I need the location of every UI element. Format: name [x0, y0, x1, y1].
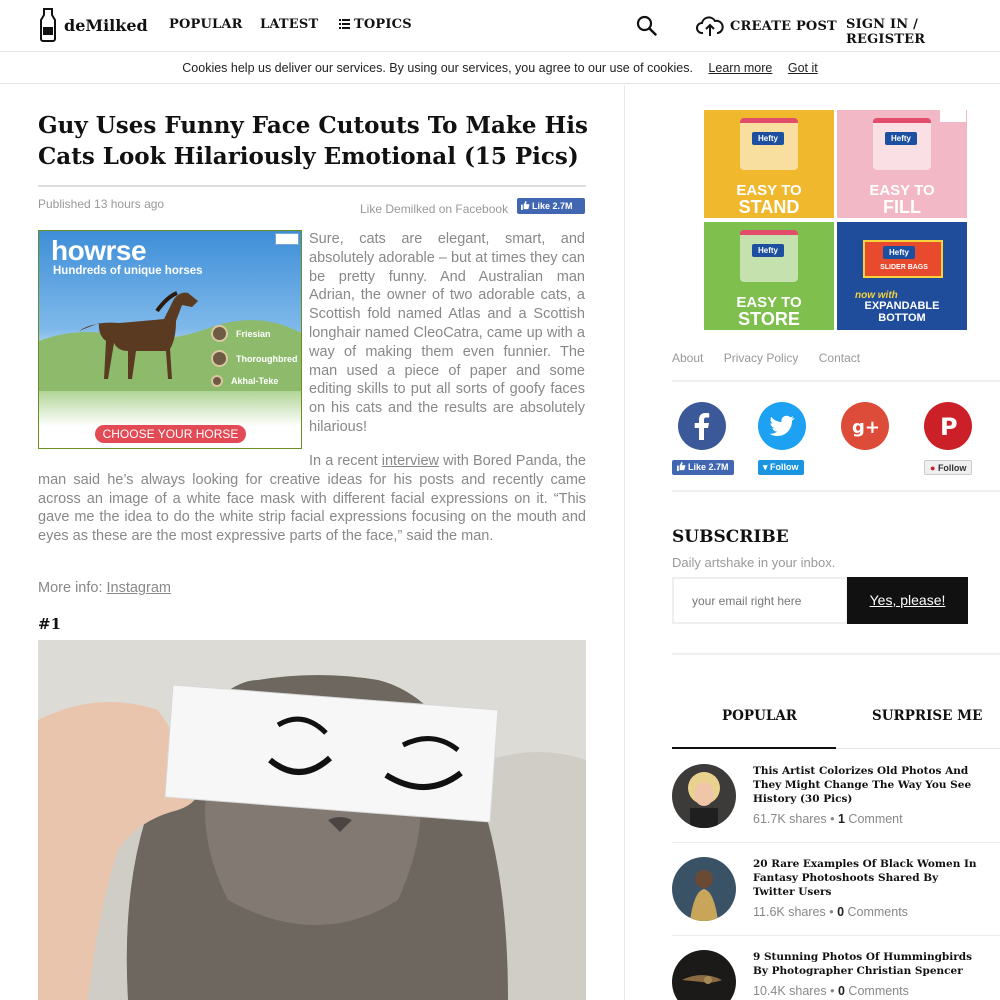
logo-text: deMilked [64, 15, 148, 35]
svg-text:g+: g+ [852, 417, 880, 438]
like-facebook-text: Like Demilked on Facebook [360, 202, 509, 216]
pinterest-follow-button[interactable] [924, 460, 972, 475]
create-post-label: CREATE POST [730, 18, 837, 34]
ad-label-line1: now with [855, 290, 898, 301]
post-comments-count: 1 [838, 812, 845, 826]
meta-separator: • [825, 905, 838, 919]
list-icon [339, 19, 350, 29]
meta-separator: • [826, 984, 838, 998]
ad-label-line2: FILL [883, 197, 921, 217]
post-meta [753, 812, 903, 826]
pinterest-follow-label: Follow [937, 463, 967, 473]
ad-brand-label: Hefty [752, 132, 784, 145]
facebook-like-sidebar-label: Like 2.7M [688, 462, 729, 472]
svg-text:P: P [940, 413, 958, 441]
pinterest-small-icon: ● [930, 463, 938, 473]
twitter-bird-icon: ▾ [763, 462, 771, 472]
ad-label-line2: STAND [738, 197, 800, 217]
about-link[interactable]: About [672, 351, 704, 365]
ad-brand-label: Hefty [883, 246, 915, 259]
pinterest-icon[interactable] [924, 402, 972, 450]
ad-brand: howrse [51, 235, 147, 266]
post-shares: 11.6K shares [753, 905, 826, 919]
ad-tile-stand [704, 110, 834, 218]
cat-photo-illustration [38, 640, 586, 1000]
cat-photo[interactable] [38, 640, 586, 1000]
subscribe-button[interactable]: Yes, please! [847, 577, 968, 624]
milk-bottle-icon [38, 7, 58, 43]
post-shares: 61.7K shares [753, 812, 827, 826]
adchoices-icon[interactable] [940, 110, 966, 122]
post-title[interactable]: This Artist Colorizes Old Photos And They Might Change The Way You See History (30 Pics) [753, 765, 972, 805]
intro-paragraph: Sure, cats are elegant, smart, and absolutely adorable – but at times they can be pretty funny. And Australian man Adrian, the owner of two adorable cats, a Scottish fold named Atlas and a Scottish longhair named CleoCatra, came up with a way of making them even funnier. The man used a piece of paper and some editing skills to put all sorts of goofy faces on his cats and the results are absolutely hilarious! [309, 231, 585, 435]
twitter-icon[interactable] [758, 402, 806, 450]
ad-tile-fill [837, 110, 967, 218]
horse-ad[interactable] [38, 230, 302, 449]
tab-popular[interactable]: POPULAR [722, 708, 798, 724]
nav-popular[interactable]: POPULAR [169, 17, 243, 32]
choose-horse-button[interactable]: CHOOSE YOUR HORSE [95, 425, 246, 443]
ad-label-line1: EASY TO [869, 182, 935, 199]
logo[interactable] [38, 6, 148, 44]
instagram-link[interactable]: Instagram [106, 580, 171, 596]
more-info [38, 580, 171, 596]
facebook-like-label: Like 2.7M [532, 201, 573, 211]
sidebar-divider [672, 490, 1000, 492]
ad-label-line2: EXPANDABLE BOTTOM [864, 300, 940, 324]
nav-topics[interactable] [339, 17, 412, 32]
create-post-button[interactable] [695, 14, 837, 38]
ad-label-line1: EASY TO [736, 182, 802, 199]
header [0, 0, 1000, 52]
interview-link[interactable]: interview [381, 453, 439, 469]
cookie-got-it-link[interactable]: Got it [787, 61, 818, 75]
post-thumbnail[interactable] [672, 950, 736, 1000]
list-item[interactable] [672, 950, 982, 1000]
ad-label-line2: STORE [738, 309, 800, 329]
post-meta [753, 984, 909, 998]
footer-links [672, 351, 877, 365]
contact-link[interactable]: Contact [818, 351, 861, 365]
email-input[interactable] [672, 577, 848, 624]
cookie-bar [0, 53, 1000, 84]
ad-tile-expandable [837, 222, 967, 330]
para2-text-before: In a recent [309, 453, 382, 469]
thumbs-up-icon [677, 462, 686, 471]
sidebar-divider [672, 653, 1000, 655]
nav-topics-label: TOPICS [354, 17, 412, 32]
ad-label-line1: EASY TO [736, 294, 802, 311]
cookie-message: Cookies help us deliver our services. By using our services, you agree to our use of cookies. [182, 61, 693, 75]
post-shares: 10.4K shares [753, 984, 827, 998]
ad-option-thoroughbred[interactable] [211, 350, 298, 367]
ad-option-friesian[interactable] [211, 325, 271, 342]
post-comments-label: Comment [844, 812, 903, 826]
post-divider [672, 935, 1000, 936]
article-title: Guy Uses Funny Face Cutouts To Make His Cats Look Hilariously Emotional (15 Pics) [38, 112, 588, 170]
ad-option-akhal-teke[interactable] [211, 375, 278, 387]
subscribe-tagline: Daily artshake in your inbox. [672, 555, 836, 570]
sign-in-link[interactable]: SIGN IN / REGISTER [846, 17, 926, 47]
para2-text-after: with Bored Panda, the man said he’s always looking for creative ideas for his posts and recently came across an image of a white face mask with different facial expressions on it. “This gave me the idea to do the white strip facial expressions focusing on the mouth and eyes as these are the most expressive parts of the face,” said the man. [38, 453, 586, 545]
active-tab-indicator [672, 747, 836, 749]
subscribe-title: SUBSCRIBE [672, 527, 789, 547]
google-plus-icon[interactable] [841, 402, 889, 450]
facebook-like-sidebar-button[interactable] [672, 460, 734, 475]
thumbs-up-icon [521, 201, 530, 210]
tab-surprise-me[interactable]: SURPRISE ME [872, 708, 983, 724]
post-comments-label: Comments [844, 984, 909, 998]
post-title[interactable]: 20 Rare Examples Of Black Women In Fantasy Photoshoots Shared By Twitter Users [753, 858, 977, 898]
cookie-learn-more-link[interactable]: Learn more [708, 61, 773, 75]
post-thumbnail[interactable] [672, 764, 736, 828]
list-item[interactable] [672, 764, 982, 834]
post-comments-count: 0 [837, 905, 845, 919]
search-icon[interactable] [636, 15, 657, 36]
nav-latest[interactable]: LATEST [260, 17, 319, 32]
ad-brand-label: Hefty [885, 132, 917, 145]
post-comments-label: Comments [844, 905, 908, 919]
ad-option-label: Thoroughbred [236, 353, 298, 364]
post-divider [672, 842, 1000, 843]
column-divider [624, 85, 625, 1000]
meta-separator: • [826, 812, 838, 826]
post-comments-count: 0 [838, 984, 845, 998]
ad-tile-store [704, 222, 834, 330]
cloud-upload-icon [695, 14, 725, 38]
sidebar-divider [672, 380, 1000, 382]
published-date: Published 13 hours ago [38, 197, 165, 211]
second-paragraph [38, 452, 586, 546]
facebook-like-button[interactable] [517, 198, 585, 214]
list-item[interactable] [672, 857, 982, 927]
twitter-follow-label: Follow [770, 462, 799, 472]
twitter-follow-button[interactable] [758, 460, 804, 475]
adchoices-icon[interactable] [275, 233, 299, 245]
ad-subtitle: Hundreds of unique horses [53, 265, 203, 277]
hefty-ad[interactable] [704, 110, 968, 330]
privacy-policy-link[interactable]: Privacy Policy [723, 351, 799, 365]
post-meta [753, 905, 908, 919]
post-title[interactable]: 9 Stunning Photos Of Hummingbirds By Photographer Christian Spencer [753, 951, 973, 977]
facebook-icon[interactable] [678, 402, 726, 450]
ad-product-label: SLIDER BAGS [880, 264, 928, 271]
more-info-label: More info: [38, 580, 107, 596]
ad-brand-label: Hefty [752, 244, 784, 257]
ad-option-label: Friesian [236, 328, 271, 339]
ad-option-label: Akhal-Teke [231, 376, 279, 386]
post-thumbnail[interactable] [672, 857, 736, 921]
title-divider [38, 185, 586, 187]
item-number: #1 [38, 615, 62, 633]
